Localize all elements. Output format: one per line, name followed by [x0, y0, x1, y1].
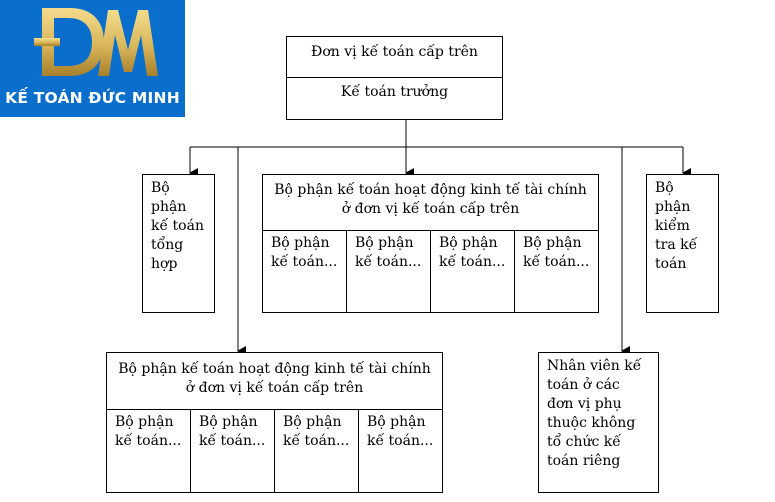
audit-accounting-box: Bộ phận kiểm tra kế toán: [646, 174, 719, 313]
center-group-title: Bộ phận kế toán hoạt động kinh tế tài chính ở đơn vị kế toán cấp trên: [274, 182, 587, 217]
bottom-sub-cell-3: Bộ phận kế toán...: [275, 409, 359, 493]
chief-accountant-label: Kế toán trưởng: [340, 84, 449, 100]
bottom-sub-cell-4: Bộ phận kế toán...: [367, 414, 434, 449]
center-sub-cell-3: Bộ phận kế toán...: [431, 230, 515, 313]
general-accounting-box: Bộ phận kế toán tổng hợp: [142, 174, 215, 313]
bottom-group-title: Bộ phận kế toán hoạt động kinh tế tài chính ở đơn vị kế toán cấp trên: [118, 361, 431, 396]
bottom-sub-cell-1: Bộ phận kế toán...: [107, 409, 191, 493]
logo-text: KẾ TOÁN ĐỨC MINH: [5, 89, 180, 107]
top-unit-box: [286, 36, 503, 120]
subsidiary-staff-box: Nhân viên kế toán ở các đơn vị phụ thuộc không tổ chức kế toán riêng: [538, 352, 659, 493]
center-sub-cell-1: Bộ phận kế toán...: [263, 230, 347, 313]
bottom-group-box: [106, 352, 443, 493]
center-sub-cell-2: Bộ phận kế toán...: [347, 230, 431, 313]
center-group-box: [262, 174, 599, 313]
bottom-sub-cell-2: Bộ phận kế toán...: [191, 409, 275, 493]
top-unit-title: Đơn vị kế toán cấp trên: [311, 44, 478, 60]
top-divider: [287, 77, 502, 78]
center-sub-cell-4: Bộ phận kế toán...: [523, 235, 590, 270]
